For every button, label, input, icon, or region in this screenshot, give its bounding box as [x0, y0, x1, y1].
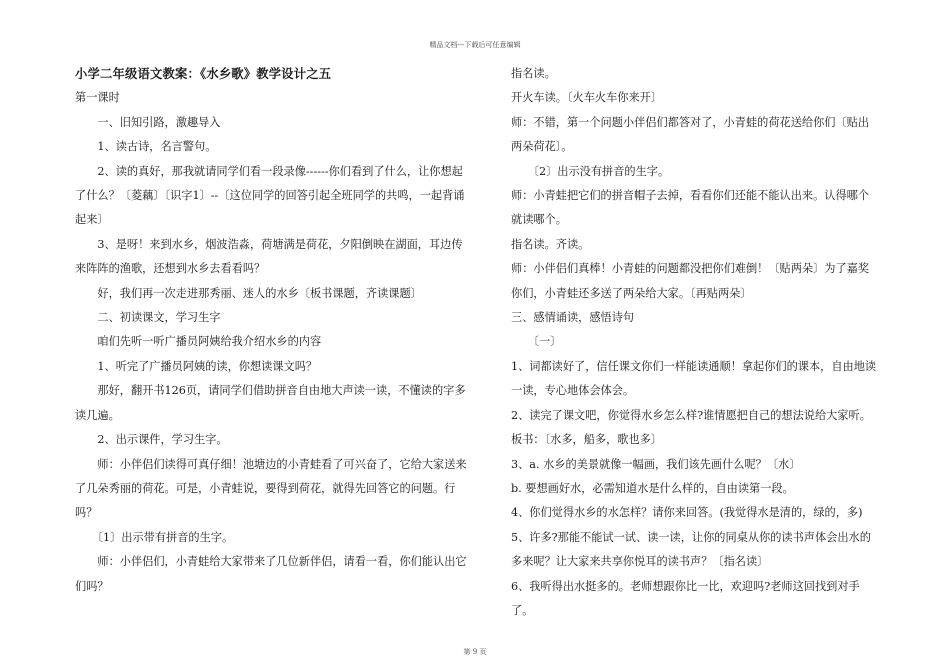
- document-title: 小学二年级语文教案：《水乡歌》教学设计之五: [75, 67, 332, 81]
- paragraph: 2、读的真好，那我就请同学们看一段录像------你们看到了什么，让你想起了什么？〔菱藕〕〔识字1〕--〔这位同学的回答引起全班同学的共鸣，一起背诵起来〕: [75, 164, 465, 227]
- paragraph: 师：小伴侣们读得可真仔细！池塘边的小青蛙看了可兴奋了，它给大家送来了几朵秀丽的荷花。可是，小青蛙说，要得到荷花，就得先回答它的问题。行吗？: [75, 457, 467, 520]
- paragraph: 师：小伴侣们真棒！小青蛙的问题都没把你们难倒！〔贴两朵〕为了嘉奖你们，小青蛙还多送了两朵给大家。〔再贴两朵〕: [511, 262, 870, 300]
- subsection-heading: 〔一〕: [527, 335, 562, 349]
- paragraph: 板书：〔水多，船多，歌也多〕: [511, 433, 663, 447]
- paragraph: b. 要想画好水，必需知道水是什么样的，自由读第一段。: [511, 481, 794, 495]
- paragraph: 2、读完了课文吧，你觉得水乡怎么样?谁情愿把自己的想法说给大家听。: [511, 408, 871, 422]
- paragraph: 1、听完了广播员阿姨的读，你想读课文吗？: [97, 359, 318, 373]
- paragraph: 开火车读。〔火车火车你来开〕: [511, 91, 663, 105]
- page-header: 精品文档---下载后可任意编辑: [429, 41, 521, 49]
- right-column: [511, 62, 879, 623]
- paragraph: 指名读。齐读。: [511, 237, 590, 251]
- paragraph: 师：小青蛙把它们的拼音帽子去掉，看看你们还能不能认出来。认得哪个就读哪个。: [511, 189, 870, 227]
- paragraph: 3、a. 水乡的美景就像一幅画，我们该先画什么呢？〔水〕: [511, 457, 801, 471]
- paragraph: 2、出示课件，学习生字。: [97, 433, 228, 447]
- section-heading: 二、初读课文，学习生字: [97, 311, 221, 325]
- lesson-heading: 第一课时: [75, 91, 120, 105]
- paragraph: 6、我听得出水挺多的。老师想跟你比一比，欢迎吗?老师这回找到对手了。: [511, 579, 860, 617]
- paragraph: 指名读。: [511, 67, 556, 80]
- paragraph: 〔2〕出示没有拼音的生字。: [527, 164, 670, 178]
- paragraph: 〔1〕出示带有拼音的生字。: [91, 530, 234, 544]
- paragraph: 3、是呀！来到水乡，烟波浩淼，荷塘满是荷花，夕阳倒映在湖面，耳边传来阵阵的渔歌，还想到水乡去看看吗？: [75, 237, 463, 276]
- paragraph: 师：不错，第一个问题小伴侣们都答对了，小青蛙的荷花送给你们〔贴出两朵荷花〕。: [511, 115, 870, 154]
- section-heading: 三、感情诵读，感悟诗句: [511, 311, 635, 325]
- paragraph: 1、词都读好了，信任课文你们一样能读通顺！拿起你们的课本，自由地读一读，专心地体会体会。: [511, 359, 877, 398]
- paragraph: 咱们先听一听广播员阿姨给我介绍水乡的内容: [97, 335, 322, 349]
- section-heading: 一、旧知引路，激趣导入: [97, 115, 221, 129]
- paragraph: 师：小伴侣们，小青蛙给大家带来了几位新伴侣，请看一看，你们能认出它们吗？: [75, 555, 467, 593]
- page-number: 第 9 页: [463, 648, 487, 656]
- paragraph: 好，我们再一次走进那秀丽、迷人的水乡〔板书课题，齐读课题〕: [97, 286, 422, 300]
- paragraph: 4、你们觉得水乡的水怎样？请你来回答。(我觉得水是清的，绿的，多): [511, 506, 863, 520]
- paragraph: 5、许多?那能不能试一试、读一读，让你的同桌从你的读书声体会出水的多来呢？让大家来共享你悦耳的读书声？〔指名读〕: [511, 530, 871, 569]
- paragraph: 那好，翻开书126页，请同学们借助拼音自由地大声读一读，不懂读的字多读几遍。: [75, 384, 466, 422]
- paragraph: 1、读古诗，名言警句。: [97, 140, 217, 154]
- left-column: [75, 62, 470, 599]
